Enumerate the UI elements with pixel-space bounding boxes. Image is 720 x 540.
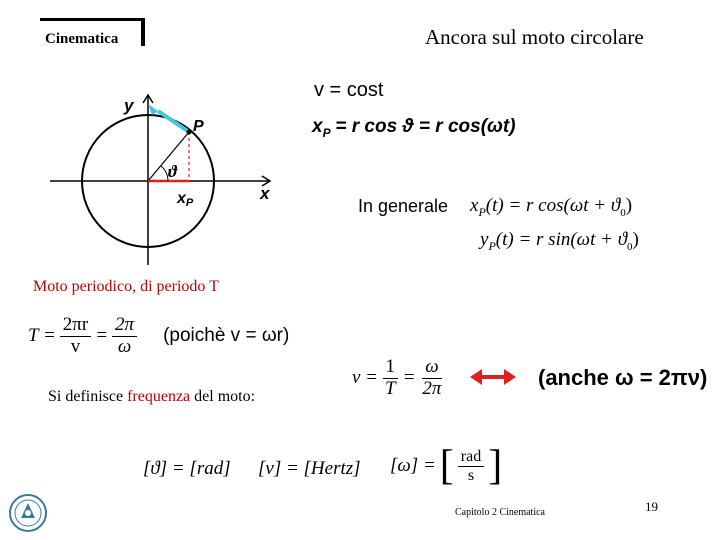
page-number: 19 (645, 499, 658, 514)
frequency-den-1: T (385, 377, 396, 399)
yp-t-rhs: (t) = r sin(ωt + ϑ (495, 229, 628, 250)
omega-bracket-right: ] (488, 443, 503, 489)
point-p (187, 130, 192, 135)
general-label: In generale (358, 196, 449, 216)
omega-units-fraction (458, 448, 484, 484)
xp-t-zero: 0 (620, 206, 626, 219)
velocity-arrowhead (148, 104, 158, 115)
period-num-1: 2πr (60, 315, 91, 337)
omega-units-lhs: [ω] = (390, 455, 436, 476)
frequency-equals: = (402, 367, 416, 389)
footer-chapter: Capitolo 2 Cinematica (455, 507, 545, 518)
header-bracket-top (40, 18, 145, 21)
angle-label: ϑ (168, 162, 177, 181)
period-den-2: ω (117, 335, 132, 357)
periodic-motion-text (33, 278, 219, 296)
xp-equation-var: x (312, 116, 323, 137)
frequency-fraction-1 (382, 357, 399, 400)
yp-t-var: y (480, 229, 489, 250)
period-equation (28, 315, 289, 358)
period-note: (poichè v = ωr) (163, 325, 290, 347)
page-title: Ancora sul moto circolare (425, 25, 644, 49)
period-fraction-1 (60, 315, 91, 358)
yp-t-sub: P (488, 238, 496, 253)
university-seal-icon (8, 493, 48, 533)
xp-equation-sub: P (322, 125, 331, 140)
x-axis-label: x (260, 184, 270, 203)
xp-t-rhs: (t) = r cos(ωt + ϑ (485, 195, 621, 216)
frequency-text-prefix: Si definisce (48, 388, 128, 405)
period-lhs: T = (28, 325, 56, 347)
periodic-motion-label: Moto periodico, di periodo T (33, 278, 219, 295)
angular-frequency-note: (anche ω = 2πν) (538, 365, 708, 390)
period-num-2: 2π (112, 315, 137, 337)
period-equals: = (95, 325, 109, 347)
frequency-num-2: ω (422, 357, 441, 379)
frequency-text (48, 388, 255, 406)
v-constant-equation: v = cost (314, 79, 384, 101)
yp-t-zero: 0 (627, 240, 633, 253)
omega-units-den: s (467, 466, 475, 484)
point-p-label: P (193, 118, 204, 135)
xp-t-sub: P (478, 204, 486, 219)
xp-label: xP (177, 190, 194, 209)
frequency-num-1: 1 (383, 357, 399, 379)
frequency-text-suffix: del moto: (190, 388, 256, 405)
section-label: Cinematica (45, 31, 119, 47)
xp-t-equation (470, 195, 632, 220)
yp-t-equation (480, 229, 639, 254)
double-arrow-icon (468, 366, 518, 388)
velocity-vector (158, 111, 189, 132)
frequency-den-2: 2π (422, 377, 442, 399)
period-fraction-2 (112, 315, 137, 358)
omega-units (390, 445, 502, 487)
xp-equation (312, 116, 516, 140)
circular-motion-diagram (40, 85, 290, 275)
frequency-equation (352, 357, 444, 400)
theta-units: [ϑ] = [rad] (143, 458, 231, 479)
omega-bracket-left: [ (439, 443, 454, 489)
period-den-1: v (70, 335, 81, 357)
header-bracket-side (141, 18, 145, 46)
omega-units-num: rad (458, 448, 484, 467)
y-axis-label: y (124, 96, 134, 115)
xp-equation-rhs: = r cos ϑ = r cos(ωt) (335, 116, 516, 137)
frequency-lhs: ν = (352, 367, 379, 389)
angle-arc (161, 166, 168, 181)
frequency-highlight: frequenza (127, 388, 191, 405)
xp-t-var: x (470, 195, 479, 216)
nu-units: [ν] = [Hertz] (258, 458, 361, 479)
frequency-fraction-2 (419, 357, 444, 400)
xp-t-close: ) (625, 195, 633, 216)
yp-t-close: ) (632, 229, 639, 250)
